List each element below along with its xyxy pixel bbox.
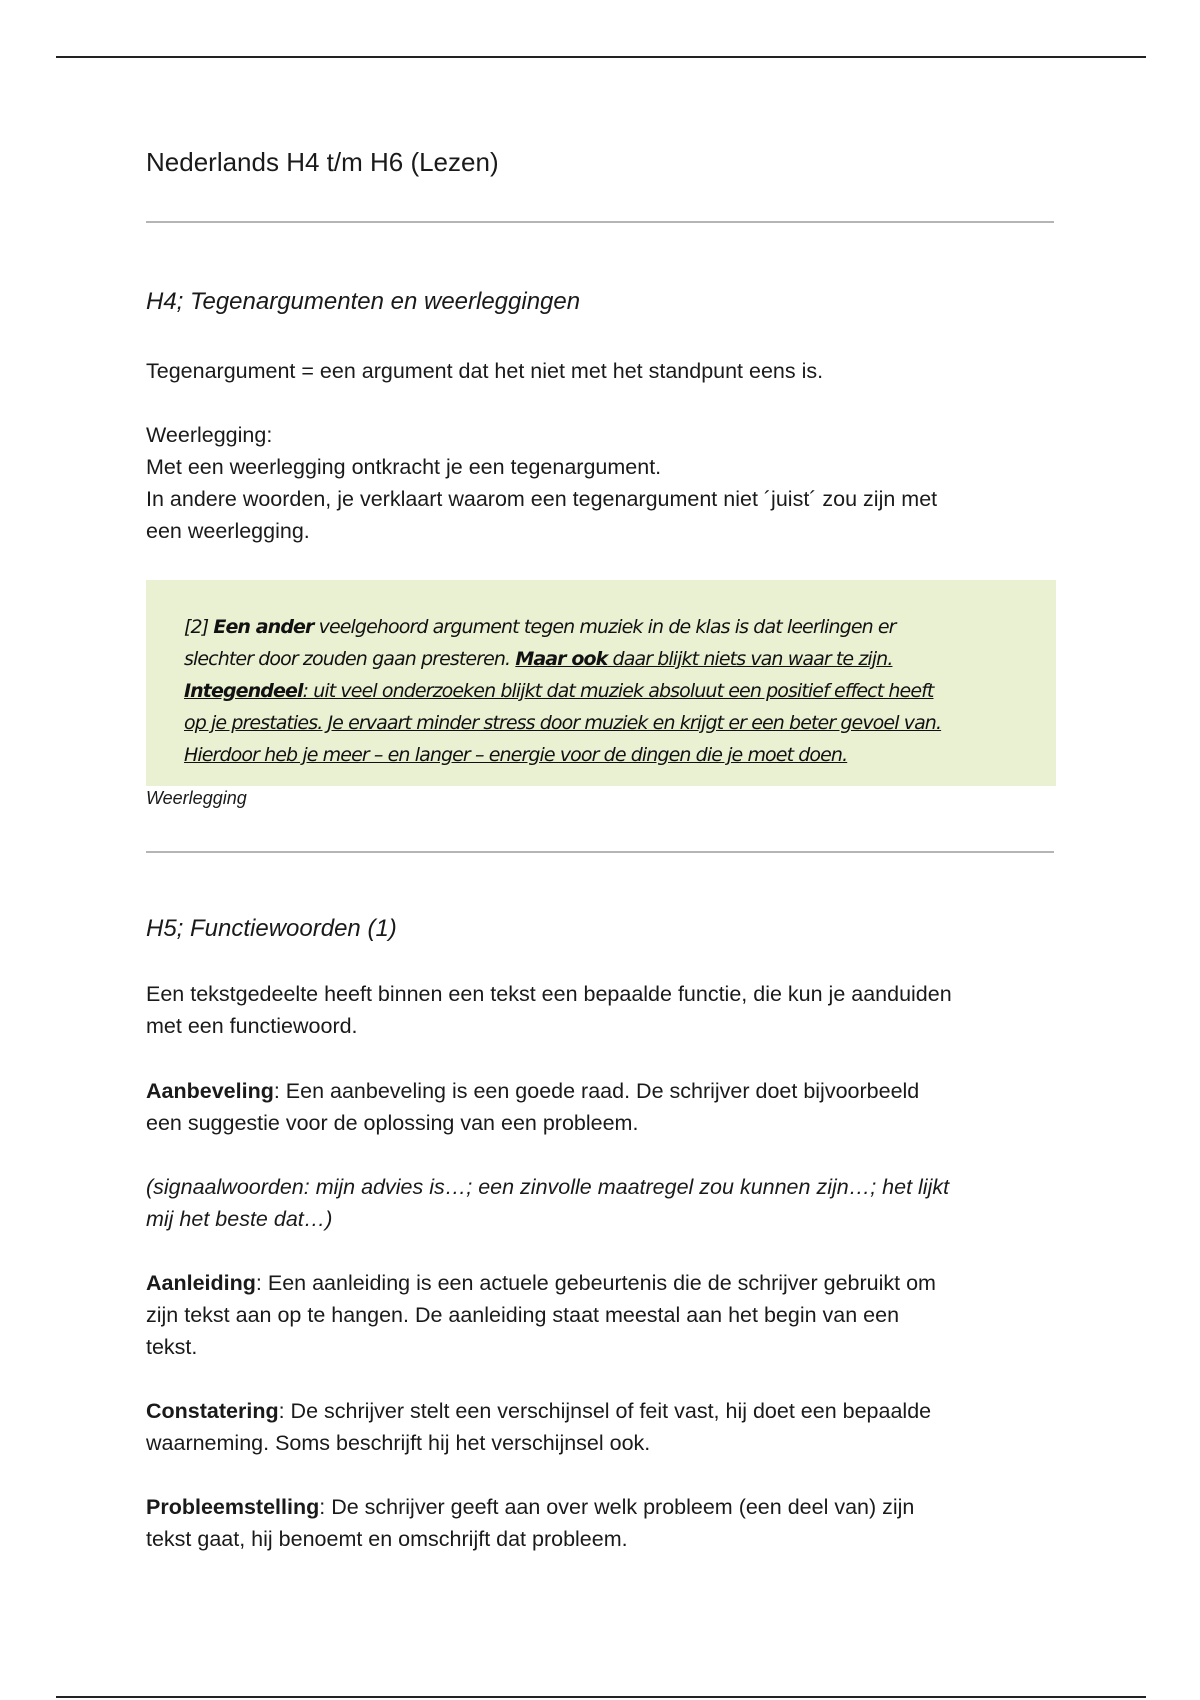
quote-prefix: [2] xyxy=(184,616,214,638)
quote-line xyxy=(184,611,1024,643)
weerlegging-line: een weerlegging. xyxy=(146,519,310,543)
page-top-rule xyxy=(56,56,1146,58)
quote-line xyxy=(184,643,1024,675)
constatering-text: : De schrijver stelt een verschijnsel of feit vast, hij doet een bepaalde xyxy=(278,1399,932,1423)
aanleiding-text: : Een aanleiding is een actuele gebeurtenis die de schrijver gebruikt om xyxy=(255,1271,936,1295)
example-caption: Weerlegging xyxy=(146,788,247,808)
signaalwoorden-line: mij het beste dat…) xyxy=(146,1207,333,1231)
quote-line: Hierdoor heb je meer – en langer – energie voor de dingen die je moet doen. xyxy=(184,744,848,766)
definition-line: tekst gaat, hij benoemt en omschrijft dat probleem. xyxy=(146,1527,628,1551)
weerlegging-line: Met een weerlegging ontkracht je een tegenargument. xyxy=(146,455,662,479)
h5-intro-line: Een tekstgedeelte heeft binnen een tekst een bepaalde functie, die kun je aanduiden xyxy=(146,982,952,1006)
quote-maar-ook: Maar ook xyxy=(515,648,608,670)
quote-line xyxy=(184,675,1024,707)
h4-definition xyxy=(146,355,1056,387)
definition-line: zijn tekst aan op te hangen. De aanleiding staat meestal aan het begin van een xyxy=(146,1303,900,1327)
weerlegging-line: In andere woorden, je verklaart waarom een tegenargument niet ´juist´ zou zijn met xyxy=(146,487,938,511)
h5-intro-line: met een functiewoord. xyxy=(146,1014,358,1038)
h5-intro xyxy=(146,978,1056,1042)
section-divider xyxy=(146,851,1054,853)
page-bottom-rule xyxy=(56,1696,1146,1698)
example-quote-text xyxy=(184,611,1024,771)
term-aanleiding: Aanleiding xyxy=(146,1271,256,1295)
definition-constatering xyxy=(146,1395,1056,1459)
term-probleemstelling: Probleemstelling xyxy=(146,1495,320,1519)
aanbeveling-text: : Een aanbeveling is een goede raad. De schrijver doet bijvoorbeeld xyxy=(273,1079,920,1103)
definition-aanbeveling xyxy=(146,1075,1056,1139)
definition-line: tekst. xyxy=(146,1335,198,1359)
quote-een-ander: Een ander xyxy=(213,616,314,638)
definition-aanleiding xyxy=(146,1267,1056,1363)
quote-line1-rest: veelgehoord argument tegen muziek in de klas is dat leerlingen er xyxy=(313,616,896,638)
example-quote-box xyxy=(146,580,1056,786)
quote-line2-rest: daar blijkt niets van waar te zijn. xyxy=(607,648,893,670)
definition-line xyxy=(146,1267,1056,1299)
h5-heading: H5; Functiewoorden (1) xyxy=(146,915,397,942)
weerlegging-label: Weerlegging: xyxy=(146,423,273,447)
quote-line3-rest: : uit veel onderzoeken blijkt dat muziek absoluut een positief effect heeft xyxy=(302,680,934,702)
section-divider xyxy=(146,221,1054,223)
h4-weerlegging-paragraph xyxy=(146,419,1056,547)
definition-line xyxy=(146,1395,1056,1427)
definition-line: een suggestie voor de oplossing van een probleem. xyxy=(146,1111,639,1135)
quote-integendeel: Integendeel xyxy=(184,680,303,702)
definition-line xyxy=(146,1491,1056,1523)
h4-heading: H4; Tegenargumenten en weerleggingen xyxy=(146,288,581,315)
h4-definition-text: Tegenargument = een argument dat het niet met het standpunt eens is. xyxy=(146,359,824,383)
definition-probleemstelling xyxy=(146,1491,1056,1555)
signaalwoorden-note xyxy=(146,1171,1056,1235)
signaalwoorden-line: (signaalwoorden: mijn advies is…; een zinvolle maatregel zou kunnen zijn…; het lijkt xyxy=(146,1175,950,1199)
probleemstelling-text: : De schrijver geeft aan over welk probleem (een deel van) zijn xyxy=(319,1495,915,1519)
quote-line2-plain: slechter door zouden gaan presteren. xyxy=(184,648,516,670)
quote-line: op je prestaties. Je ervaart minder stress door muziek en krijgt er een beter gevoel van. xyxy=(184,712,942,734)
definition-line xyxy=(146,1075,1056,1107)
term-aanbeveling: Aanbeveling xyxy=(146,1079,274,1103)
term-constatering: Constatering xyxy=(146,1399,279,1423)
definition-line: waarneming. Soms beschrijft hij het verschijnsel ook. xyxy=(146,1431,651,1455)
document-title: Nederlands H4 t/m H6 (Lezen) xyxy=(146,147,499,177)
